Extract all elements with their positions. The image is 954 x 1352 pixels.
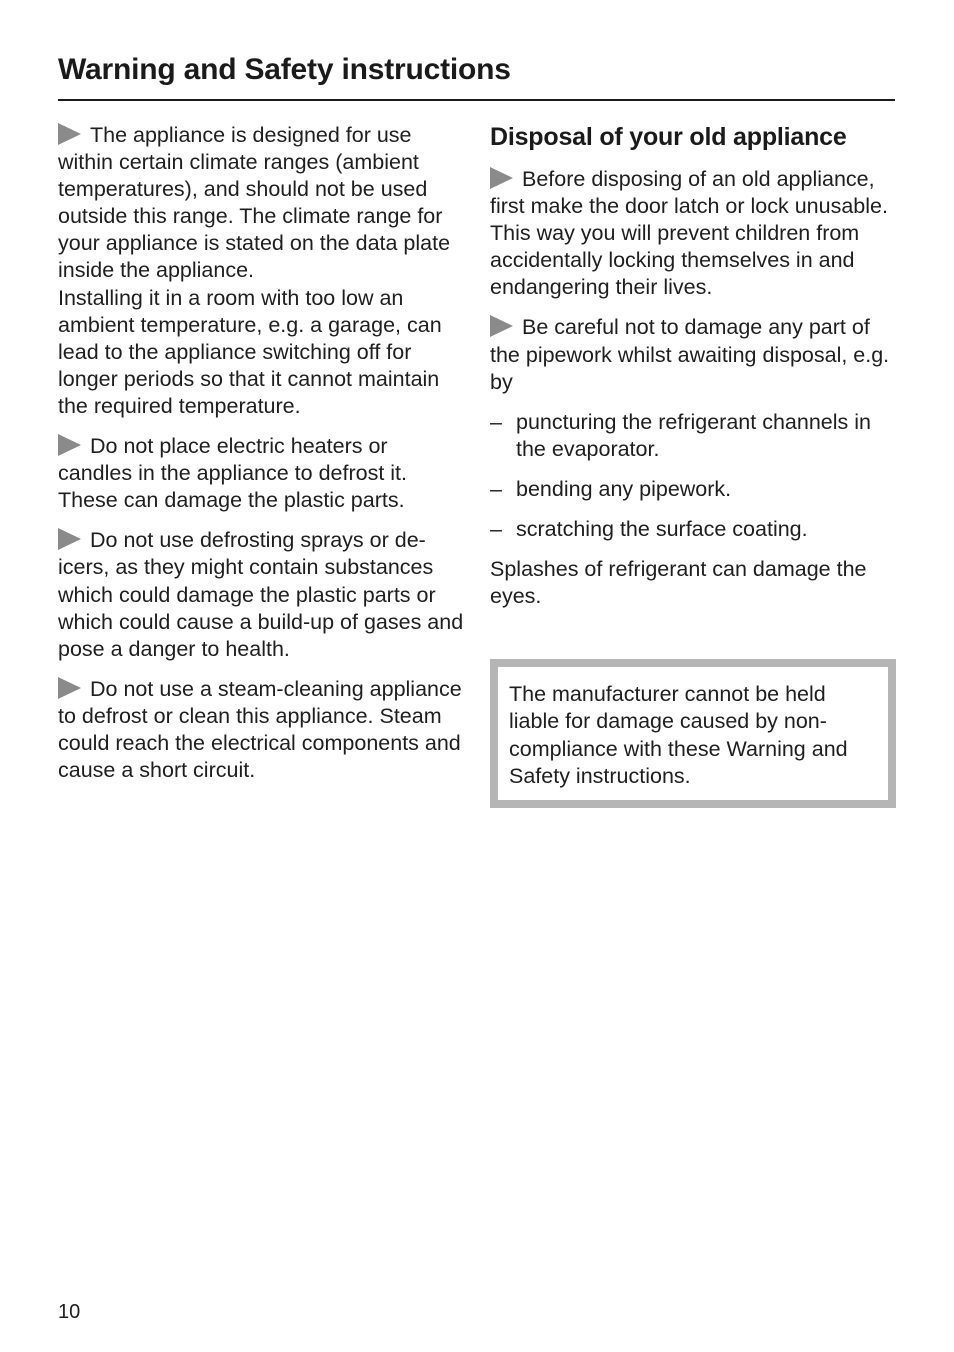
climate-range-paragraph xyxy=(58,122,466,285)
dash-marker: – xyxy=(490,409,502,434)
list-item xyxy=(490,516,896,543)
heaters-text: Do not place electric heaters or candles in the appliance to defrost it. These can damage the plastic parts. xyxy=(58,434,407,513)
steam-paragraph xyxy=(58,676,466,784)
sprays-paragraph xyxy=(58,527,466,662)
heaters-paragraph xyxy=(58,433,466,514)
triangle-right-icon xyxy=(490,167,513,189)
steam-text: Do not use a steam-cleaning appliance to defrost or clean this appliance. Steam could reach the electrical components and cause a short circuit. xyxy=(58,676,462,783)
sprays-text: Do not use defrosting sprays or de-icers, as they might contain substances which could damage the plastic parts or which could cause a build-up of gases and pose a danger to health. xyxy=(58,528,464,661)
pipework-text: Be careful not to damage any part of the pipework whilst awaiting disposal, e.g. by xyxy=(490,315,890,394)
climate-range-continuation: Installing it in a room with too low an ambient temperature, e.g. a garage, can lead to the appliance switching off for longer periods so that it cannot maintain the required temperature. xyxy=(58,285,442,418)
page-number: 10 xyxy=(58,1301,81,1323)
dash-marker: – xyxy=(490,476,502,501)
triangle-right-icon xyxy=(58,434,81,456)
triangle-right-icon xyxy=(490,315,513,337)
door-latch-text: Before disposing of an old appliance, first make the door latch or lock unusable. xyxy=(490,167,888,219)
pipework-paragraph xyxy=(490,314,896,395)
dash-marker: – xyxy=(490,517,502,542)
liability-notice-box xyxy=(490,659,896,807)
page-title: Warning and Safety instructions xyxy=(58,53,511,86)
triangle-right-icon xyxy=(58,528,81,550)
door-latch-continuation: This way you will prevent children from accidentally locking themselves in and endangering their lives. xyxy=(490,221,860,300)
list-item-text: bending any pipework. xyxy=(516,476,732,501)
door-latch-paragraph xyxy=(490,166,896,220)
right-column xyxy=(490,122,896,808)
liability-notice-text: The manufacturer cannot be held liable for damage caused by non-compliance with these Warning and Safety instructions. xyxy=(509,682,848,788)
section-heading: Disposal of your old appliance xyxy=(490,123,847,151)
title-divider xyxy=(58,99,895,101)
list-item-text: scratching the surface coating. xyxy=(516,517,808,542)
triangle-right-icon xyxy=(58,123,81,145)
climate-range-text: The appliance is designed for use within certain climate ranges (ambient temperatures), and should not be used outside this range. The climate range for your appliance is stated on the data plate inside the appliance. xyxy=(58,123,451,283)
list-item xyxy=(490,476,896,503)
triangle-right-icon xyxy=(58,677,81,699)
left-column xyxy=(58,122,466,784)
list-item-text: puncturing the refrigerant channels in the evaporator. xyxy=(516,409,871,461)
list-item xyxy=(490,409,896,463)
splashes-paragraph: Splashes of refrigerant can damage the eyes. xyxy=(490,557,867,609)
